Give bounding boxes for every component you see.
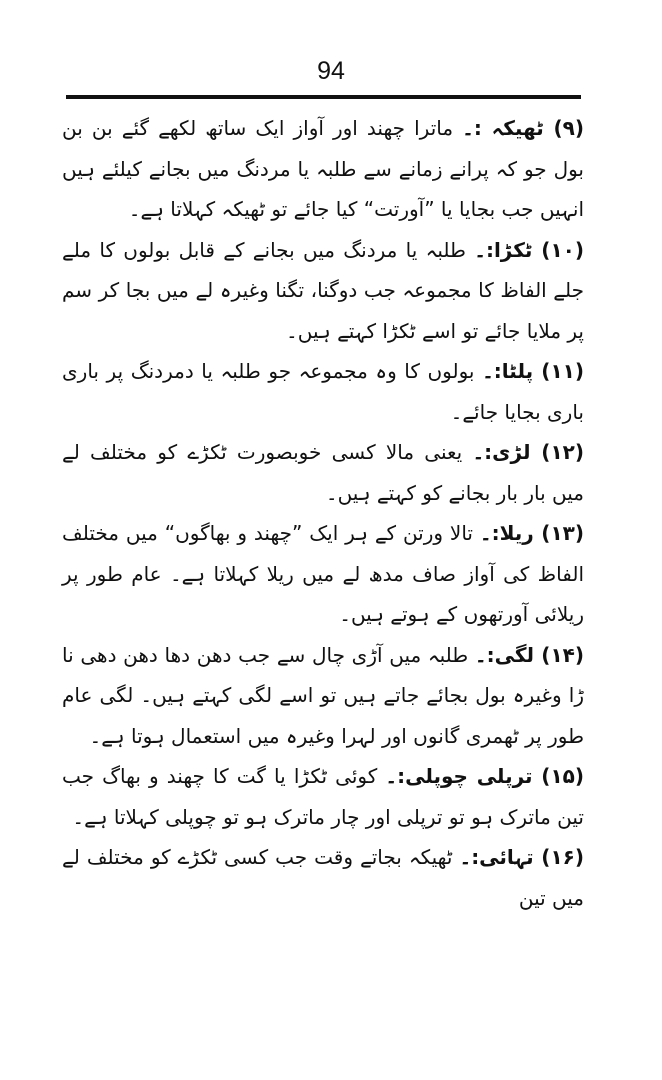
- entry-lead: (۱۰) ٹکڑا:۔: [474, 237, 585, 262]
- entry-text: طلبہ میں آڑی چال سے جب دھن دھا دھن دھی نا ڑا وغیرہ بول بجائے جاتے ہیں تو اسے لگی کہتے ہیں۔ لگی عام طور پر ٹھمری گانوں اور لہرا وغیرہ میں استعمال ہوتا ہے۔: [62, 642, 584, 748]
- page-number: 94: [317, 57, 345, 85]
- entry-tripli-chaupli: [62, 756, 584, 837]
- entry-tukra: [62, 230, 584, 352]
- entry-text: تالا ورتن کے ہر ایک ”چھند و بھاگوں“ میں مختلف الفاظ کی آواز صاف مدھ لے میں ریلا کہلاتا ہے۔ عام طور پر ریلائی آورتھوں کے ہوتے ہیں۔: [62, 521, 584, 626]
- header-rule: [66, 95, 581, 99]
- entry-laggi: [62, 635, 584, 757]
- entry-lead: (۱۴) لگی:۔: [474, 642, 584, 667]
- entry-text: کوئی ٹکڑا یا گت کا چھند و بھاگ جب تین ماترک ہو تو ترپلی اور چار ماترک ہو تو چوپلی کہلاتا ہے۔: [62, 764, 584, 829]
- entry-lead: (۱۲) لڑی:۔: [472, 440, 584, 464]
- entry-lead: (۱۵) ترپلی چوپلی:۔: [385, 764, 584, 788]
- entry-text: بولوں کا وہ مجموعہ جو طلبہ یا دمردنگ پر باری باری بجایا جائے۔: [62, 359, 584, 424]
- page-body: [62, 108, 584, 918]
- entry-lari: [62, 432, 584, 513]
- entry-lead: (۱۶) تہائی:۔: [459, 845, 584, 869]
- entry-lead: (۱۱) پلٹا:۔: [482, 359, 585, 383]
- entry-theka: [62, 108, 584, 230]
- entry-lead: (۱۳) ریلا:۔: [479, 521, 585, 545]
- entry-tihai: [62, 837, 584, 918]
- entry-text: طلبہ یا مردنگ میں بجانے کے قابل بولوں کا ملے جلے الفاظ کا مجموعہ جب دوگنا، تگنا وغیرہ لے میں بجا کر سم پر ملایا جائے تو اسے ٹکڑا کہتے ہیں۔: [62, 237, 584, 343]
- entry-text: یعنی مالا کسی خوبصورت ٹکڑے کو مختلف لے میں بار بار بجانے کو کہتے ہیں۔: [62, 440, 584, 505]
- entry-palta: [62, 351, 584, 432]
- entry-text: ماترا چھند اور آواز ایک ساتھ لکھے گئے بن بن بول جو کہ پرانے زمانے سے طلبہ یا مردنگ میں بجانے کیلئے ہیں انہیں جب بجایا یا ”آورتت“ کیا جائے تو ٹھیکہ کہلاتا ہے۔: [62, 116, 584, 221]
- entry-lead: (۹) ٹھیکہ :۔: [462, 116, 584, 140]
- entry-rela: [62, 513, 584, 635]
- entry-text: ٹھیکہ بجاتے وقت جب کسی ٹکڑے کو مختلف لے میں تین: [62, 845, 584, 910]
